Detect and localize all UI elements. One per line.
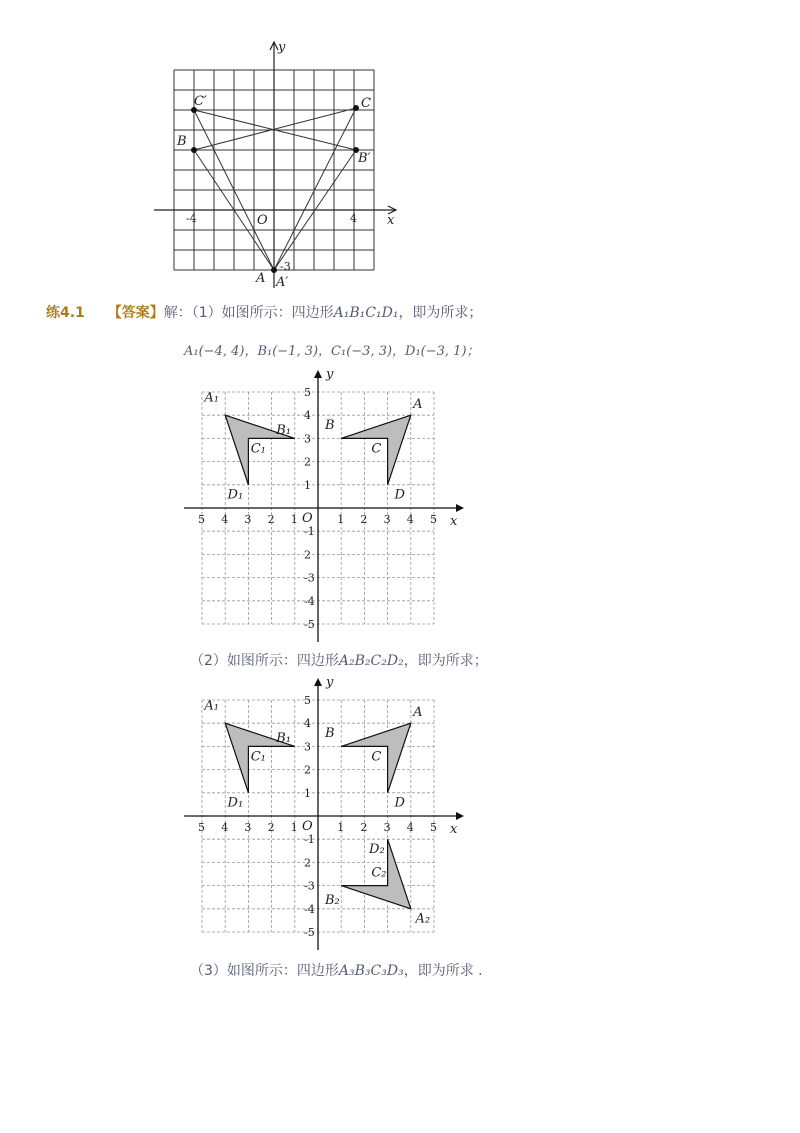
y-tick-label: -1	[304, 833, 315, 847]
x-axis-arrow	[456, 504, 464, 512]
y-axis-label: y	[326, 368, 334, 382]
y-axis-label: y	[278, 40, 286, 55]
y-tick-label: 2	[304, 763, 311, 777]
point-b	[191, 147, 197, 153]
origin-label: O	[257, 213, 268, 228]
x-tick-label: 1	[337, 513, 345, 526]
y-axis-arrow	[314, 678, 322, 686]
y-tick-label: -5	[304, 926, 315, 939]
x-tick-label: 5	[430, 821, 437, 834]
x-tick-label: 3	[244, 513, 252, 526]
y-tick-label: 5	[304, 694, 311, 707]
x-tick-label: 2	[360, 821, 368, 834]
label-a: A	[256, 271, 266, 286]
answer-line-2	[190, 650, 488, 670]
x-axis-label: x	[450, 822, 458, 837]
x-tick-label: 3	[383, 513, 391, 526]
label-c1: C₁	[250, 749, 266, 765]
y-tick-label: 5	[304, 386, 311, 399]
x-tick-label: 3	[244, 821, 252, 834]
figure-1-reflection-grid	[150, 38, 410, 290]
label-d2: D₂	[369, 842, 385, 858]
coordinates-text: A₁(−4, 4)，B₁(−1, 3)，C₁(−3, 3)，D₁(−3, 1)；	[184, 344, 480, 359]
x-tick-label: 1	[337, 821, 345, 834]
x-tick-label: 1	[290, 513, 298, 526]
y-tick-label: -4	[304, 594, 315, 608]
line4-prefix: （3）如图所示：四边形	[190, 963, 339, 979]
y-tick-label: 2	[304, 548, 311, 562]
y-tick-label: -5	[304, 618, 315, 631]
tick-neg4: -4	[186, 212, 197, 225]
tick-neg3: -3	[280, 260, 291, 273]
x-tick-label: 3	[383, 821, 391, 834]
answer-suffix: ，即为所求；	[398, 305, 483, 321]
label-d1: D₁	[227, 487, 244, 503]
y-axis-arrow	[314, 370, 322, 378]
y-tick-label: 4	[304, 717, 311, 731]
x-axis-arrow	[456, 812, 464, 820]
answer-line-3	[190, 960, 483, 980]
answer-intro: 解：（1）如图所示：四边形	[163, 305, 334, 321]
label-b: B	[324, 726, 335, 742]
label-b1: B₁	[276, 422, 292, 438]
label-c: C	[371, 749, 382, 765]
x-tick-label: 1	[290, 821, 298, 834]
x-tick-label: 2	[360, 513, 368, 526]
line3-prefix: （2）如图所示：四边形	[190, 653, 339, 669]
x-axis-label: x	[387, 213, 395, 228]
figure-3-coordinate-plane	[180, 676, 470, 956]
y-tick-label: 2	[304, 856, 311, 870]
label-a2: A₂	[415, 911, 431, 927]
label-b: B	[324, 418, 335, 434]
y-tick-label: -4	[304, 902, 315, 916]
label-a1: A₁	[204, 698, 219, 714]
label-b2: B₂	[324, 893, 340, 909]
origin-label: O	[302, 511, 313, 526]
figure-2-coordinate-plane	[180, 368, 470, 648]
x-tick-label: 2	[267, 821, 275, 834]
label-d: D	[394, 795, 405, 811]
quad-a1b1c1d1: A₁B₁C₁D₁	[333, 305, 399, 321]
point-c	[353, 105, 359, 111]
answer-line-1	[46, 302, 482, 322]
origin-label: O	[302, 819, 313, 834]
label-a-prime: A′	[276, 275, 289, 290]
label-d: D	[394, 487, 405, 503]
label-b: B	[177, 134, 187, 149]
y-tick-label: 2	[304, 455, 311, 469]
y-axis-label: y	[326, 676, 334, 690]
x-tick-label: 5	[198, 821, 205, 834]
coordinates-line	[184, 340, 480, 359]
x-tick-label: 4	[406, 821, 414, 834]
label-c: C	[371, 441, 382, 457]
quad-a2b2c2d2: A₂B₂C₂D₂	[338, 653, 404, 669]
quad-a3b3c3d3: A₃B₃C₃D₃	[338, 963, 404, 979]
label-d1: D₁	[227, 795, 244, 811]
label-c-prime: C′	[194, 94, 207, 109]
x-tick-label: 4	[221, 821, 229, 834]
x-axis-label: x	[450, 514, 458, 529]
point-a	[271, 267, 277, 273]
y-tick-label: 3	[304, 432, 311, 446]
y-tick-label: -1	[304, 525, 315, 539]
label-a: A	[413, 705, 423, 721]
x-tick-label: 5	[430, 513, 437, 526]
label-b1: B₁	[276, 730, 292, 746]
y-tick-label: -3	[304, 571, 315, 585]
label-c: C	[361, 96, 371, 111]
exercise-tag: 练4.1	[46, 305, 85, 321]
x-tick-label: 5	[198, 513, 205, 526]
y-tick-label: -3	[304, 879, 315, 893]
label-a1: A₁	[204, 390, 219, 406]
label-a: A	[413, 397, 423, 413]
y-tick-label: 1	[304, 786, 311, 800]
x-tick-label: 4	[221, 513, 229, 526]
x-tick-label: 2	[267, 513, 275, 526]
y-tick-label: 1	[304, 478, 311, 492]
label-c2: C₂	[371, 865, 387, 881]
line3-suffix: ，即为所求；	[403, 653, 488, 669]
label-b-prime: B′	[358, 151, 371, 166]
y-tick-label: 4	[304, 409, 311, 423]
line4-suffix: ，即为所求 .	[403, 963, 483, 979]
answer-label: 【答案】	[107, 305, 164, 321]
label-c1: C₁	[250, 441, 266, 457]
y-tick-label: 3	[304, 740, 311, 754]
tick-pos4: 4	[350, 212, 357, 225]
x-tick-label: 4	[406, 513, 414, 526]
